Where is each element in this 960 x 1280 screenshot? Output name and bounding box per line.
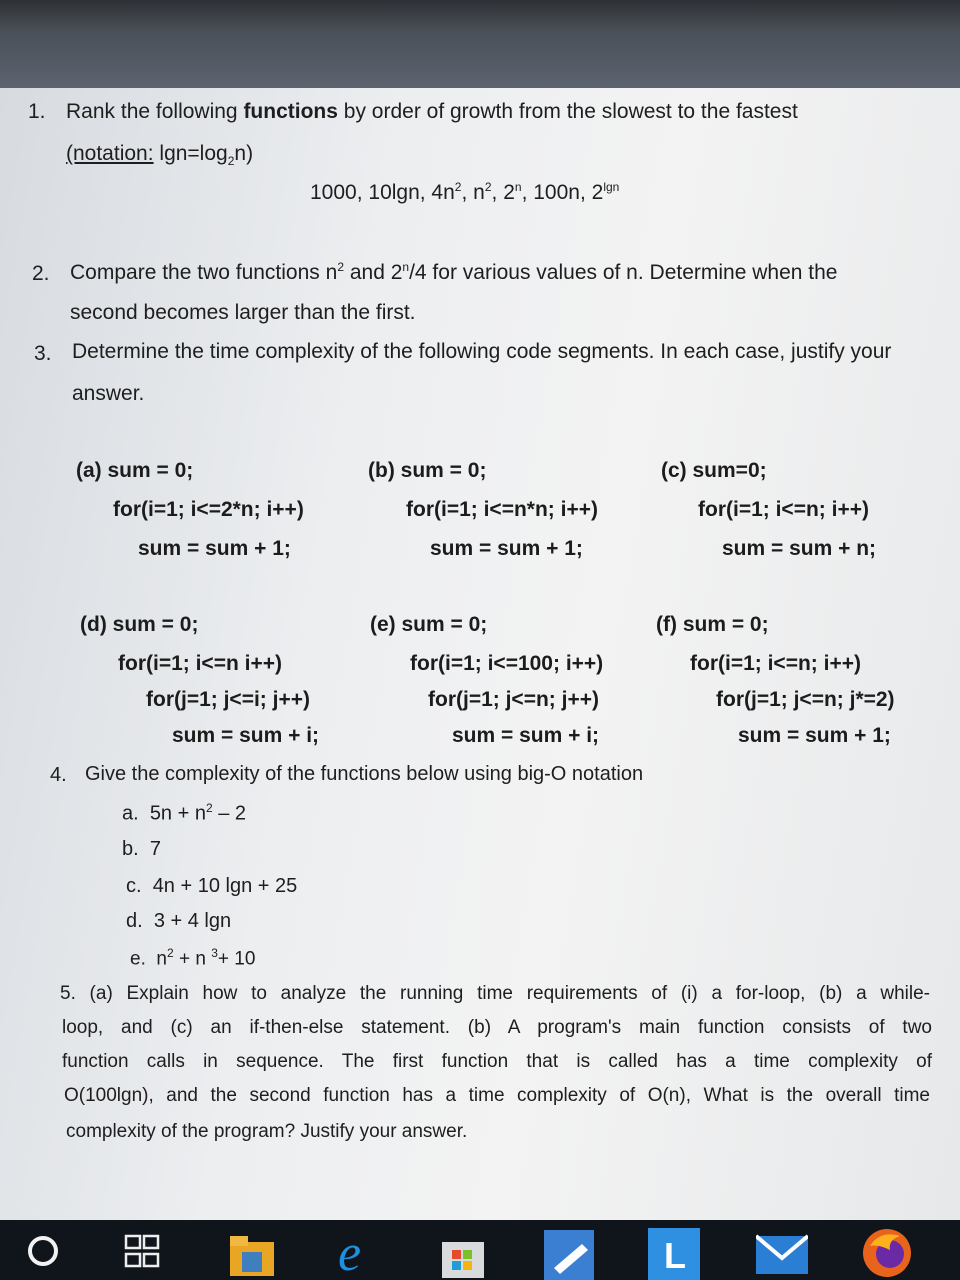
document-page [0,88,960,1220]
code-f-line3: for(j=1; j<=n; j*=2) [716,688,895,711]
code-e-line3: for(j=1; j<=n; j++) [428,688,599,711]
code-a-line3: sum = sum + 1; [138,537,291,560]
code-c-line2: for(i=1; i<=n; i++) [698,498,869,521]
q4-item-d: d. 3 + 4 lgn [126,910,232,932]
code-d-line2: for(i=1; i<=n i++) [118,652,282,675]
q2-line1: Compare the two functions $n^2$ and 2$^n$/4 for various values of n. Determine when the [70,260,838,284]
code-a-line1: (a) sum = 0; [76,459,194,482]
q5-line3: function calls in sequence. The first function that is called has a time complexity of [62,1051,932,1072]
q4-item-a: a. $5n + n^2 - 2$ [122,801,247,825]
code-b-line3: sum = sum + 1; [430,537,583,560]
q1-function-list: 1000, 10lgn, $4n^2$, $n^2$, 2$^n$, 100n, $2^{lgn}$ [310,180,620,204]
q4-number: 4. [50,764,67,786]
task-view-icon[interactable] [122,1232,162,1270]
l-app-icon[interactable] [648,1228,700,1280]
store-icon[interactable] [440,1234,486,1280]
q1-notation: (notation: $\lg n=\log_2n$) [66,142,254,169]
q3-line2: answer. [72,382,145,405]
q5-line4: O(100lgn), and the second function has a time complexity of O(n), What is the overall time [64,1085,930,1106]
code-e-line2: for(i=1; i<=100; i++) [410,652,604,675]
q1-number: 1. [28,100,46,123]
cortana-circle-icon[interactable] [26,1234,60,1268]
q5-line5: complexity of the program? Justify your answer. [66,1121,468,1142]
code-b-line2: for(i=1; i<=n*n; i++) [406,498,598,521]
q2-line2: second becomes larger than the first. [70,301,416,324]
q4-title: Give the complexity of the functions below using big-O notation [85,763,644,785]
q4-item-c: c. 4n + 10 lgn + 25 [126,875,298,897]
code-a-line2: for(i=1; i<=2*n; i++) [113,498,304,521]
code-b-line1: (b) sum = 0; [368,459,487,482]
code-e-line1: (e) sum = 0; [370,613,488,636]
code-f-line2: for(i=1; i<=n; i++) [690,652,861,675]
editor-icon[interactable] [544,1230,594,1280]
code-e-line4: sum = sum + i; [452,724,600,747]
file-explorer-icon[interactable] [228,1232,276,1278]
mail-icon[interactable] [756,1232,808,1278]
q3-number: 3. [34,342,52,365]
firefox-icon[interactable] [860,1226,914,1280]
code-c-line1: (c) sum=0; [661,459,767,482]
q1-text: Rank the following functions by order of growth from the slowest to the fastest [66,100,798,123]
code-d-line3: for(j=1; j<=i; j++) [146,688,310,711]
monitor-top-bezel [0,0,960,90]
q5-line1: 5. (a) Explain how to analyze the running time requirements of (i) a for-loop, (b) a while- [60,983,930,1004]
q3-line1: Determine the time complexity of the following code segments. In each case, justify your [72,340,892,363]
code-f-line1: (f) sum = 0; [656,613,769,636]
q2-number: 2. [32,262,50,285]
q5-line2: loop, and (c) an if-then-else statement. (b) A program's main function consists of two [62,1017,932,1038]
code-c-line3: sum = sum + n; [722,537,877,560]
q4-item-e: e. $n^2 + n$ $^3$+ 10 [130,946,256,970]
code-d-line1: (d) sum = 0; [80,613,199,636]
svg-text:e: e [338,1228,362,1276]
q4-item-b: b. 7 [122,838,161,860]
edge-icon[interactable] [334,1228,384,1276]
code-f-line4: sum = sum + 1; [738,724,891,747]
taskbar [0,1220,960,1280]
svg-text:L: L [664,1235,686,1276]
code-d-line4: sum = sum + i; [172,724,320,747]
